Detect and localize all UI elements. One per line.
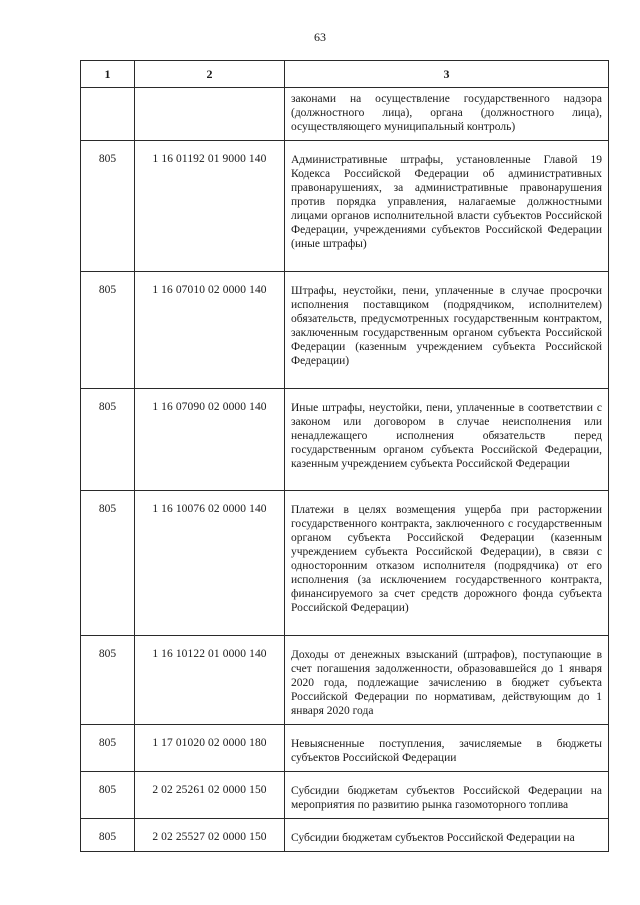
admin-code-cell: 805: [81, 636, 135, 725]
table-row: [81, 725, 609, 772]
table-row: [81, 389, 609, 491]
description-cell: Невыясненные поступления, зачисляемые в бюджеты субъектов Российской Федерации: [285, 725, 609, 772]
description-cell: Административные штрафы, установленные Главой 19 Кодекса Российской Федерации об административных правонарушениях, за административные правонарушения против порядка управления, налагаемые должностными лицами органов исполнительной власти субъектов Российской Федерации, учреждениями субъектов Российской Федерации (иные штрафы): [285, 141, 609, 272]
budget-code-cell: 1 16 07010 02 0000 140: [135, 272, 285, 389]
table-row: [81, 772, 609, 819]
table-row: [81, 491, 609, 636]
budget-code-cell: 2 02 25261 02 0000 150: [135, 772, 285, 819]
admin-code-cell: 805: [81, 141, 135, 272]
column-header-1: 1: [81, 61, 135, 88]
description-cell: Субсидии бюджетам субъектов Российской Федерации на мероприятия по развитию рынка газомоторного топлива: [285, 772, 609, 819]
table-row: [81, 88, 609, 141]
column-header-2: 2: [135, 61, 285, 88]
budget-code-cell: 1 16 01192 01 9000 140: [135, 141, 285, 272]
description-cell: законами на осуществление государственного надзора (должностного лица), органа (должностного лица), осуществляющего муниципальный контроль): [285, 88, 609, 141]
column-header-3: 3: [285, 61, 609, 88]
description-cell: Доходы от денежных взысканий (штрафов), поступающие в счет погашения задолженности, образовавшейся до 1 января 2020 года, подлежащие зачислению в бюджет субъекта Российской Федерации по нормативам, действующим до 1 января 2020 года: [285, 636, 609, 725]
table-row: [81, 819, 609, 852]
table-row: [81, 636, 609, 725]
admin-code-cell: 805: [81, 725, 135, 772]
budget-code-cell: 2 02 25527 02 0000 150: [135, 819, 285, 852]
admin-code-cell: 805: [81, 389, 135, 491]
budget-codes-table: [80, 60, 609, 852]
budget-code-cell: 1 16 10122 01 0000 140: [135, 636, 285, 725]
description-cell: Иные штрафы, неустойки, пени, уплаченные в соответствии с законом или договором в случае неисполнения или ненадлежащего исполнения обязательств перед государственным органом субъекта Российской Федерации, казенным учреждением субъекта Российской Федерации: [285, 389, 609, 491]
budget-code-cell: 1 17 01020 02 0000 180: [135, 725, 285, 772]
description-cell: Штрафы, неустойки, пени, уплаченные в случае просрочки исполнения поставщиком (подрядчиком, исполнителем) обязательств, предусмотренных государственным контрактом, заключенным государственным органом субъекта Российской Федерации (казенным учреждением субъекта Российской Федерации): [285, 272, 609, 389]
table-row: [81, 141, 609, 272]
admin-code-cell: 805: [81, 491, 135, 636]
table-header-row: [81, 61, 609, 88]
budget-code-cell: [135, 88, 285, 141]
page-number: 63: [314, 30, 326, 44]
budget-code-cell: 1 16 10076 02 0000 140: [135, 491, 285, 636]
description-cell: Субсидии бюджетам субъектов Российской Федерации на: [285, 819, 609, 852]
admin-code-cell: [81, 88, 135, 141]
table-row: [81, 272, 609, 389]
budget-code-cell: 1 16 07090 02 0000 140: [135, 389, 285, 491]
description-cell: Платежи в целях возмещения ущерба при расторжении государственного контракта, заключенного с государственным органом субъекта Российской Федерации (казенным учреждением субъекта Российской Федерации), в связи с односторонним отказом исполнителя (подрядчика) от его исполнения (за исключением государственного контракта, финансируемого за счет средств дорожного фонда субъекта Российской Федерации): [285, 491, 609, 636]
admin-code-cell: 805: [81, 272, 135, 389]
admin-code-cell: 805: [81, 819, 135, 852]
admin-code-cell: 805: [81, 772, 135, 819]
